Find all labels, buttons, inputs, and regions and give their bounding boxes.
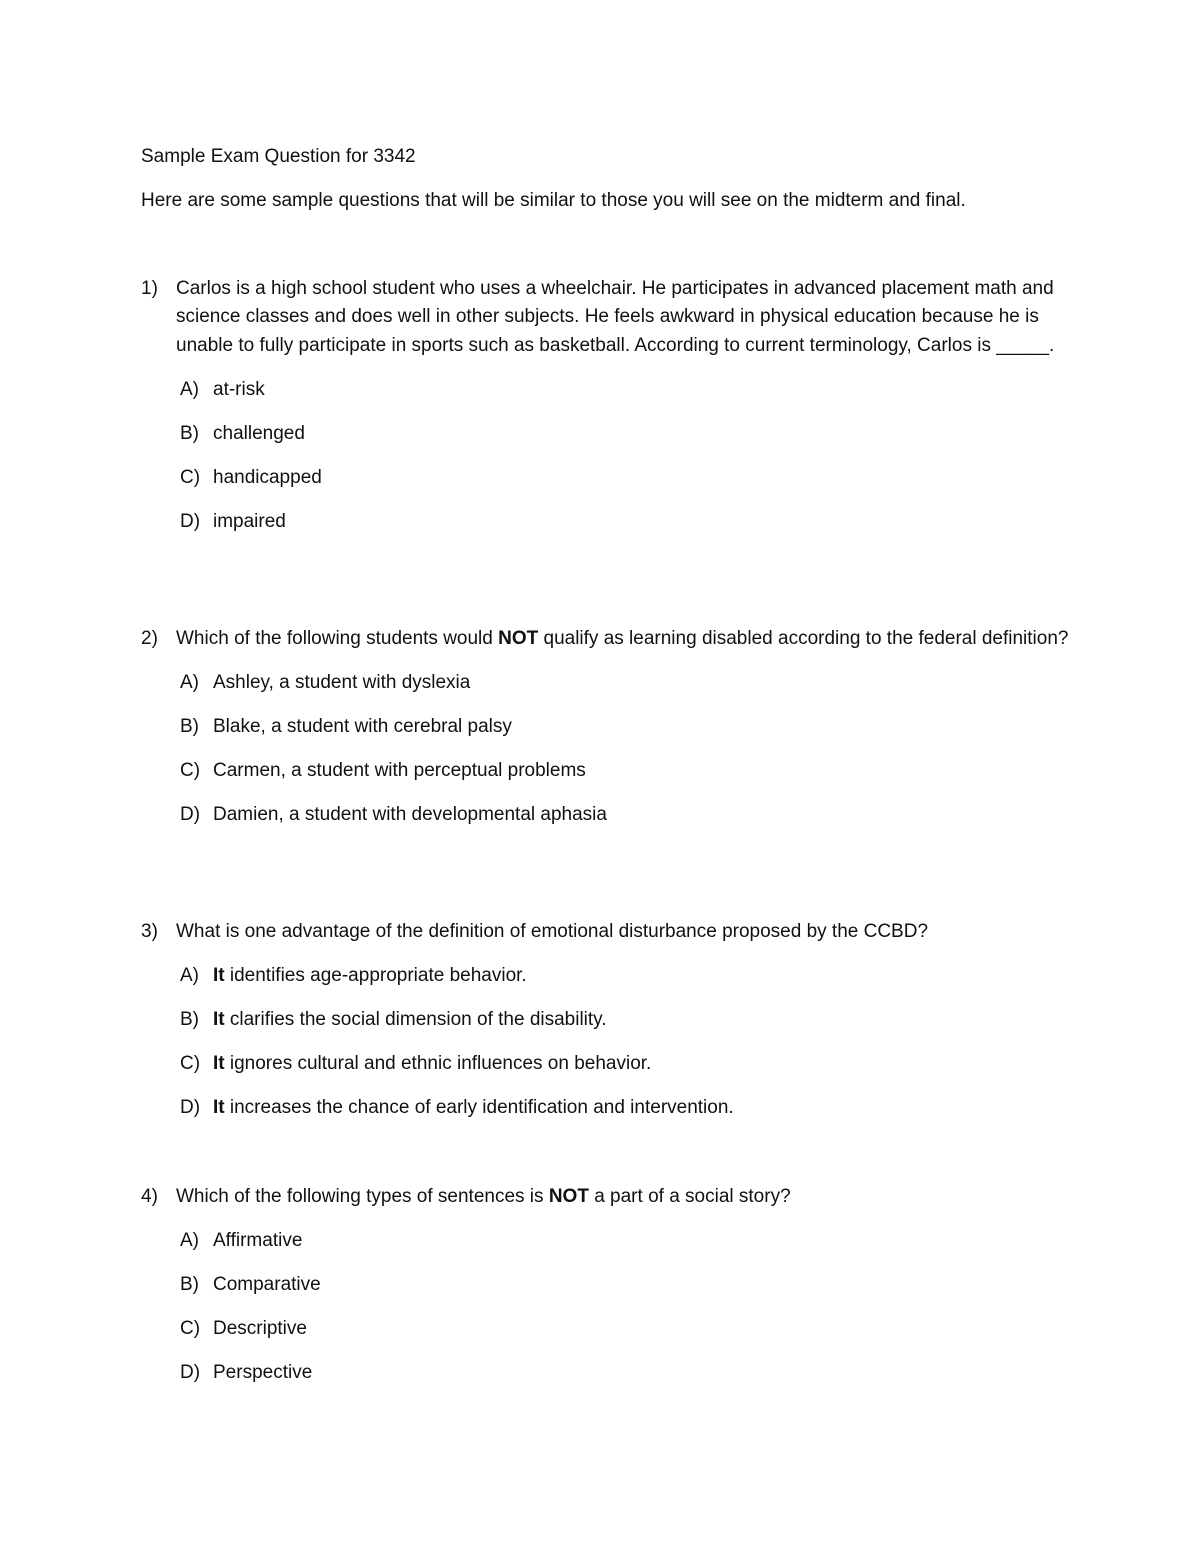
option-text bbox=[213, 1006, 607, 1034]
question-text-after: a part of a social story? bbox=[588, 1186, 791, 1207]
option-letter: C) bbox=[180, 1318, 201, 1340]
option-letter: B) bbox=[180, 716, 199, 738]
option-text: Ashley, a student with dyslexia bbox=[213, 672, 471, 694]
answer-option bbox=[141, 376, 1071, 420]
question-text-before: What is one advantage of the definition of emotional disturbance proposed by the CCBD? bbox=[176, 921, 929, 942]
option-text: Perspective bbox=[213, 1362, 313, 1384]
option-text: Descriptive bbox=[213, 1318, 307, 1340]
question-text-before: Carlos is a high school student who uses a wheelchair. He participates in advanced placement math and science classes and does well in other subjects. He feels awkward in physical education because he is unable to fully participate in sports such as basketball. According to current terminology, Carlos is _____. bbox=[176, 278, 1055, 356]
question-stem bbox=[141, 1183, 1071, 1211]
answer-options bbox=[141, 1227, 1071, 1403]
option-letter: A) bbox=[180, 672, 199, 694]
answer-option bbox=[141, 1315, 1071, 1359]
question-text bbox=[176, 625, 1071, 653]
answer-option bbox=[141, 669, 1071, 713]
question-stem bbox=[141, 918, 1071, 946]
option-letter: B) bbox=[180, 1009, 199, 1031]
option-letter: C) bbox=[180, 760, 201, 782]
option-text: challenged bbox=[213, 423, 305, 445]
option-text bbox=[213, 1094, 734, 1122]
option-letter: B) bbox=[180, 1274, 199, 1296]
option-letter: D) bbox=[180, 1362, 201, 1384]
answer-option bbox=[141, 1006, 1071, 1050]
answer-option bbox=[141, 420, 1071, 464]
question-emphasis: NOT bbox=[548, 1186, 589, 1207]
option-prefix: It bbox=[213, 1009, 225, 1031]
option-text: Damien, a student with developmental aphasia bbox=[213, 804, 607, 826]
answer-option bbox=[141, 1271, 1071, 1315]
question-number: 4) bbox=[141, 1186, 158, 1207]
option-text: Carmen, a student with perceptual problems bbox=[213, 760, 586, 782]
option-text: impaired bbox=[213, 511, 286, 533]
question-stem bbox=[141, 625, 1071, 653]
question-number: 1) bbox=[141, 278, 158, 299]
answer-option bbox=[141, 464, 1071, 508]
document-intro: Here are some sample questions that will be similar to those you will see on the midterm and final. bbox=[141, 190, 966, 211]
question-number: 3) bbox=[141, 921, 158, 942]
option-prefix: It bbox=[213, 1097, 225, 1119]
option-prefix: It bbox=[213, 1053, 225, 1075]
question-text-before: Which of the following types of sentences is bbox=[176, 1186, 549, 1207]
option-text: Affirmative bbox=[213, 1230, 303, 1252]
option-text: at-risk bbox=[213, 379, 265, 401]
question-text bbox=[176, 1183, 1071, 1211]
option-text: Blake, a student with cerebral palsy bbox=[213, 716, 512, 738]
question-3 bbox=[141, 918, 1071, 1138]
question-4 bbox=[141, 1183, 1071, 1403]
question-1 bbox=[141, 275, 1071, 552]
option-letter: D) bbox=[180, 804, 201, 826]
answer-options bbox=[141, 669, 1071, 845]
answer-options bbox=[141, 962, 1071, 1138]
option-text-rest: clarifies the social dimension of the disability. bbox=[224, 1009, 607, 1031]
document-title: Sample Exam Question for 3342 bbox=[141, 146, 416, 167]
option-text-rest: identifies age-appropriate behavior. bbox=[224, 965, 527, 987]
option-prefix: It bbox=[213, 965, 225, 987]
question-text bbox=[176, 918, 1071, 946]
question-text-before: Which of the following students would bbox=[176, 628, 499, 649]
question-number: 2) bbox=[141, 628, 158, 649]
question-text-after: qualify as learning disabled according to the federal definition? bbox=[538, 628, 1069, 649]
question-2 bbox=[141, 625, 1071, 845]
question-text bbox=[176, 275, 1071, 360]
option-letter: D) bbox=[180, 1097, 201, 1119]
option-text bbox=[213, 1050, 651, 1078]
answer-option bbox=[141, 713, 1071, 757]
option-letter: A) bbox=[180, 379, 199, 401]
option-text: handicapped bbox=[213, 467, 322, 489]
question-emphasis: NOT bbox=[498, 628, 539, 649]
answer-option bbox=[141, 1227, 1071, 1271]
answer-option bbox=[141, 1050, 1071, 1094]
option-letter: A) bbox=[180, 1230, 199, 1252]
option-letter: C) bbox=[180, 1053, 201, 1075]
option-text-rest: increases the chance of early identification and intervention. bbox=[224, 1097, 734, 1119]
option-letter: C) bbox=[180, 467, 201, 489]
question-stem bbox=[141, 275, 1071, 360]
option-letter: B) bbox=[180, 423, 199, 445]
option-text bbox=[213, 962, 527, 990]
option-text-rest: ignores cultural and ethnic influences on behavior. bbox=[224, 1053, 652, 1075]
option-letter: A) bbox=[180, 965, 199, 987]
answer-option bbox=[141, 508, 1071, 552]
answer-option bbox=[141, 1094, 1071, 1138]
answer-option bbox=[141, 1359, 1071, 1403]
option-letter: D) bbox=[180, 511, 201, 533]
answer-option bbox=[141, 801, 1071, 845]
answer-option bbox=[141, 962, 1071, 1006]
answer-options bbox=[141, 376, 1071, 552]
answer-option bbox=[141, 757, 1071, 801]
option-text: Comparative bbox=[213, 1274, 321, 1296]
